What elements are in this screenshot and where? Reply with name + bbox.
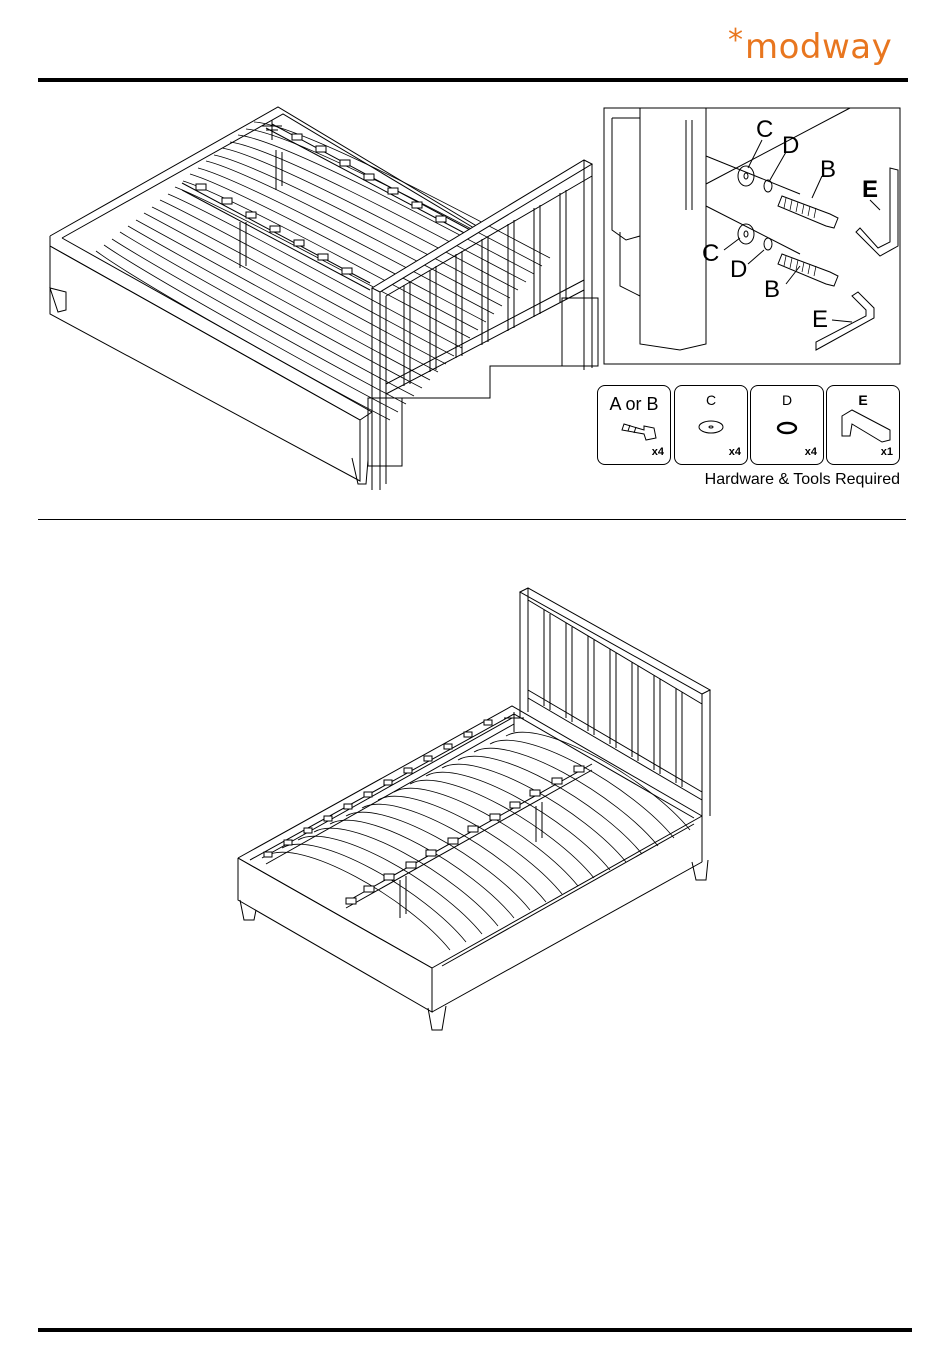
hardware-item-title: A or B — [609, 394, 659, 414]
hardware-item-title: C — [705, 392, 717, 408]
hardware-item-qty: x4 — [651, 446, 664, 458]
hardware-caption: Hardware & Tools Required — [704, 471, 900, 488]
allen-key-icon — [842, 410, 890, 442]
assembled-headboard — [520, 588, 710, 820]
hardware-item-qty: x4 — [804, 446, 817, 458]
hardware-item-title: E — [858, 392, 868, 408]
hardware-item-title: D — [781, 392, 793, 408]
footer-rule — [38, 1328, 912, 1332]
logo-star-icon: * — [728, 23, 743, 58]
bolt-icon — [622, 424, 656, 440]
logo-wordmark: modway — [745, 27, 893, 67]
section-divider — [38, 519, 906, 520]
flat-washer-icon — [699, 421, 723, 433]
hardware-item-qty: x1 — [880, 446, 893, 458]
detail-label-d-top: D — [782, 132, 800, 159]
detail-label-e-bottom: E — [812, 306, 829, 333]
detail-label-d-bottom: D — [730, 256, 748, 283]
detail-label-b-top: B — [820, 156, 837, 183]
detail-label-c-bottom: C — [702, 240, 720, 267]
hardware-icon-overlay — [0, 0, 950, 520]
step-2-assembled-illustration — [0, 560, 950, 1040]
detail-label-c-top: C — [756, 116, 774, 143]
detail-label-e-top: E — [862, 176, 879, 203]
lock-washer-icon — [778, 423, 796, 433]
detail-label-b-bottom: B — [764, 276, 781, 303]
hardware-item-qty: x4 — [728, 446, 741, 458]
